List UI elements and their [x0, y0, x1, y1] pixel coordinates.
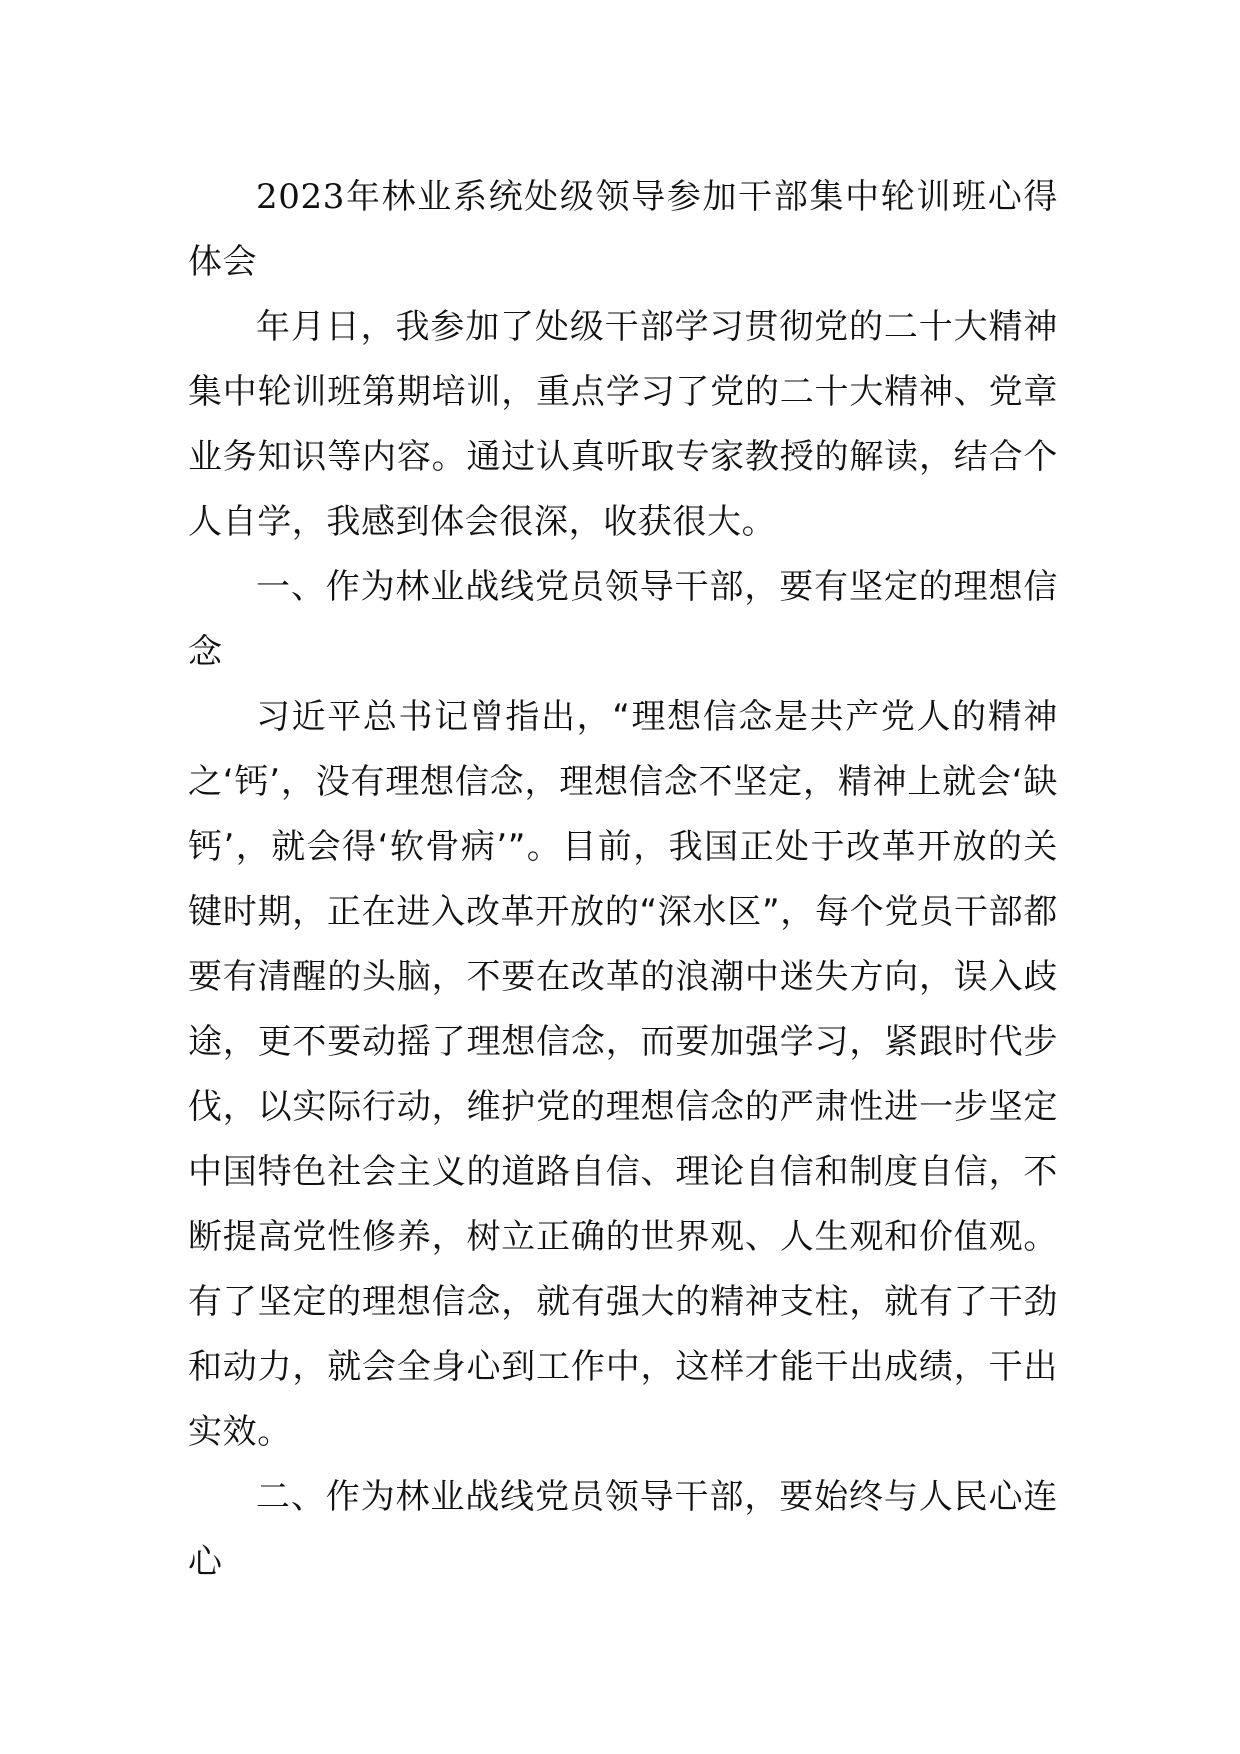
- title-text: 年林业系统处级领导参加干部集中轮训班心得体会: [188, 177, 1058, 282]
- title-year: 2023: [256, 177, 345, 217]
- section-heading-1: 一、作为林业战线党员领导干部，要有坚定的理想信念: [188, 567, 1058, 672]
- intro-paragraph: 年月日，我参加了处级干部学习贯彻党的二十大精神集中轮训班第期培训，重点学习了党的二十大精神、党章业务知识等内容。通过认真听取专家教授的解读，结合个人自学，我感到体会很深，收获很大。: [188, 307, 1058, 542]
- document-body: [188, 165, 1058, 1595]
- section-heading-2: 二、作为林业战线党员领导干部，要始终与人民心连心: [188, 1477, 1058, 1582]
- section-body-1: 习近平总书记曾指出，“理想信念是共产党人的精神之‘钙’，没有理想信念，理想信念不坚定，精神上就会‘缺钙’，就会得‘软骨病’”。目前，我国正处于改革开放的关键时期，正在进入改革开放的“深水区”，每个党员干部都要有清醒的头脑，不要在改革的浪潮中迷失方向，误入歧途，更不要动摇了理想信念，而要加强学习，紧跟时代步伐，以实际行动，维护党的理想信念的严肃性进一步坚定中国特色社会主义的道路自信、理论自信和制度自信，不断提高党性修养，树立正确的世界观、人生观和价值观。有了坚定的理想信念，就有强大的精神支柱，就有了干劲和动力，就会全身心到工作中，这样才能干出成绩，干出实效。: [188, 697, 1058, 1452]
- document-title: [188, 165, 1058, 295]
